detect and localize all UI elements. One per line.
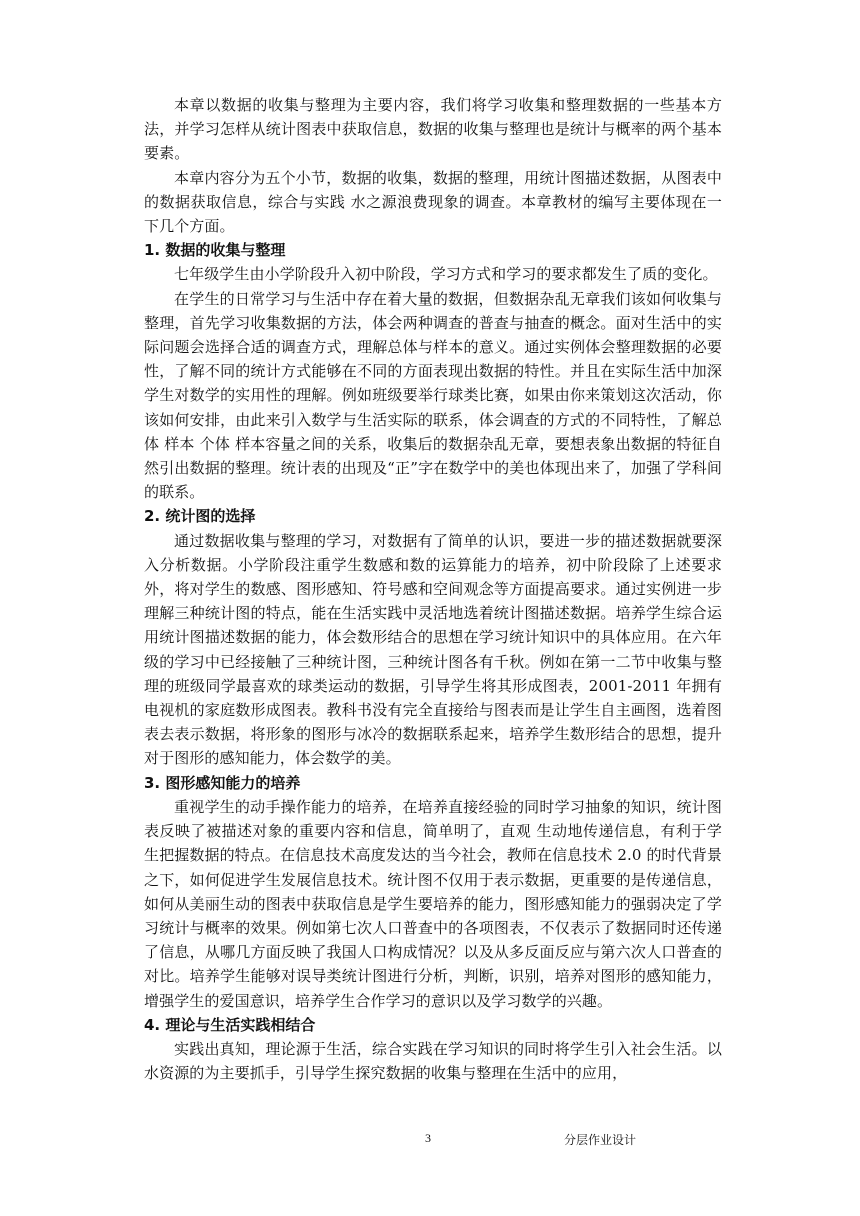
section-paragraph: 七年级学生由小学阶段升入初中阶段，学习方式和学习的要求都发生了质的变化。 [174,265,718,284]
section-paragraph: 通过数据收集与整理的学习，对数据有了简单的认识，要进一步的描述数据就要深入分析数据。小学阶段注重学生数感和数的运算能力的培养，初中阶段除了上述要求外，将对学生的数感、图形感知、符号感和空间观念等方面提高要求。通过实例进一步理解三种统计图的特点，能在生活实践中灵活地选着统计图描述数据。培养学生综合运用统计图描述数据的能力，体会数形结合的思想在学习统计知识中的具体应用。在六年级的学习中已经接触了三种统计图，三种统计图各有千秋。例如在第一二节中收集与整理的班级同学最喜欢的球类运动的数据，引导学生将其形成图表，2001-2011 年拥有电视机的家庭数形成图表。教科书没有完全直接给与图表而是让学生自主画图，选着图表去表示数据，将形象的图形与冰冷的数据联系起来，培养学生数形结合的思想，提升对于图形的感知能力，体会数学的美。 [144,531,722,768]
section-heading: 1. 数据的收集与整理 [144,241,286,260]
document-body [144,93,722,1085]
intro-paragraph: 本章内容分为五个小节，数据的收集，数据的整理，用统计图描述数据，从图表中的数据获取信息，综合与实践 水之源浪费现象的调查。本章教材的编写主要体现在一下几个方面。 [144,168,722,236]
footer-document-title: 分层作业设计 [564,1133,637,1147]
section-paragraph: 在学生的日常学习与生活中存在着大量的数据，但数据杂乱无章我们该如何收集与整理，首先学习收集数据的方法，体会两种调查的普查与抽查的概念。面对生活中的实际问题会选择合适的调查方式，理解总体与样本的意义。通过实例体会整理数据的必要性，了解不同的统计方式能够在不同的方面表现出数据的特性。并且在实际生活中加深学生对数学的实用性的理解。例如班级要举行球类比赛，如果由你来策划这次活动，你该如何安排，由此来引入数学与生活实际的联系，体会调查的方式的不同特性，了解总体 样本 个体 样本容量之间的关系，收集后的数据杂乱无章，要想表象出数据的特征自然引出数据的整理。统计表的出现及“正”字在数学中的美也体现出来了，加强了学科间的联系。 [144,289,722,502]
section-heading: 2. 统计图的选择 [144,507,256,526]
section-paragraph: 重视学生的动手操作能力的培养，在培养直接经验的同时学习抽象的知识，统计图表反映了被描述对象的重要内容和信息，简单明了，直观 生动地传递信息，有利于学生把握数据的特点。在信息技术高度发达的当今社会，教师在信息技术 2.0 的时代背景之下，如何促进学生发展信息技术。统计图不仅用于表示数据，更重要的是传递信息，如何从美丽生动的图表中获取信息是学生要培养的能力，图形感知能力的强弱决定了学习统计与概率的效果。例如第七次人口普查中的各项图表，不仅表示了数据同时还传递了信息，从哪几方面反映了我国人口构成情况？以及从多反面反应与第六次人口普查的对比。培养学生能够对误导类统计图进行分析，判断，识别，培养对图形的感知能力，增强学生的爱国意识，培养学生合作学习的意识以及学习数学的兴趣。 [144,797,722,1010]
section-heading: 4. 理论与生活实践相结合 [144,1015,316,1034]
page-number: 3 [425,1131,431,1145]
page-footer [0,1131,860,1151]
intro-paragraph: 本章以数据的收集与整理为主要内容，我们将学习收集和整理数据的一些基本方法，并学习怎样从统计图表中获取信息，数据的收集与整理也是统计与概率的两个基本要素。 [144,96,722,163]
section-paragraph: 实践出真知，理论源于生活，综合实践在学习知识的同时将学生引入社会生活。以水资源的为主要抓手，引导学生探究数据的收集与整理在生活中的应用， [144,1039,722,1083]
section-heading: 3. 图形感知能力的培养 [144,773,301,792]
